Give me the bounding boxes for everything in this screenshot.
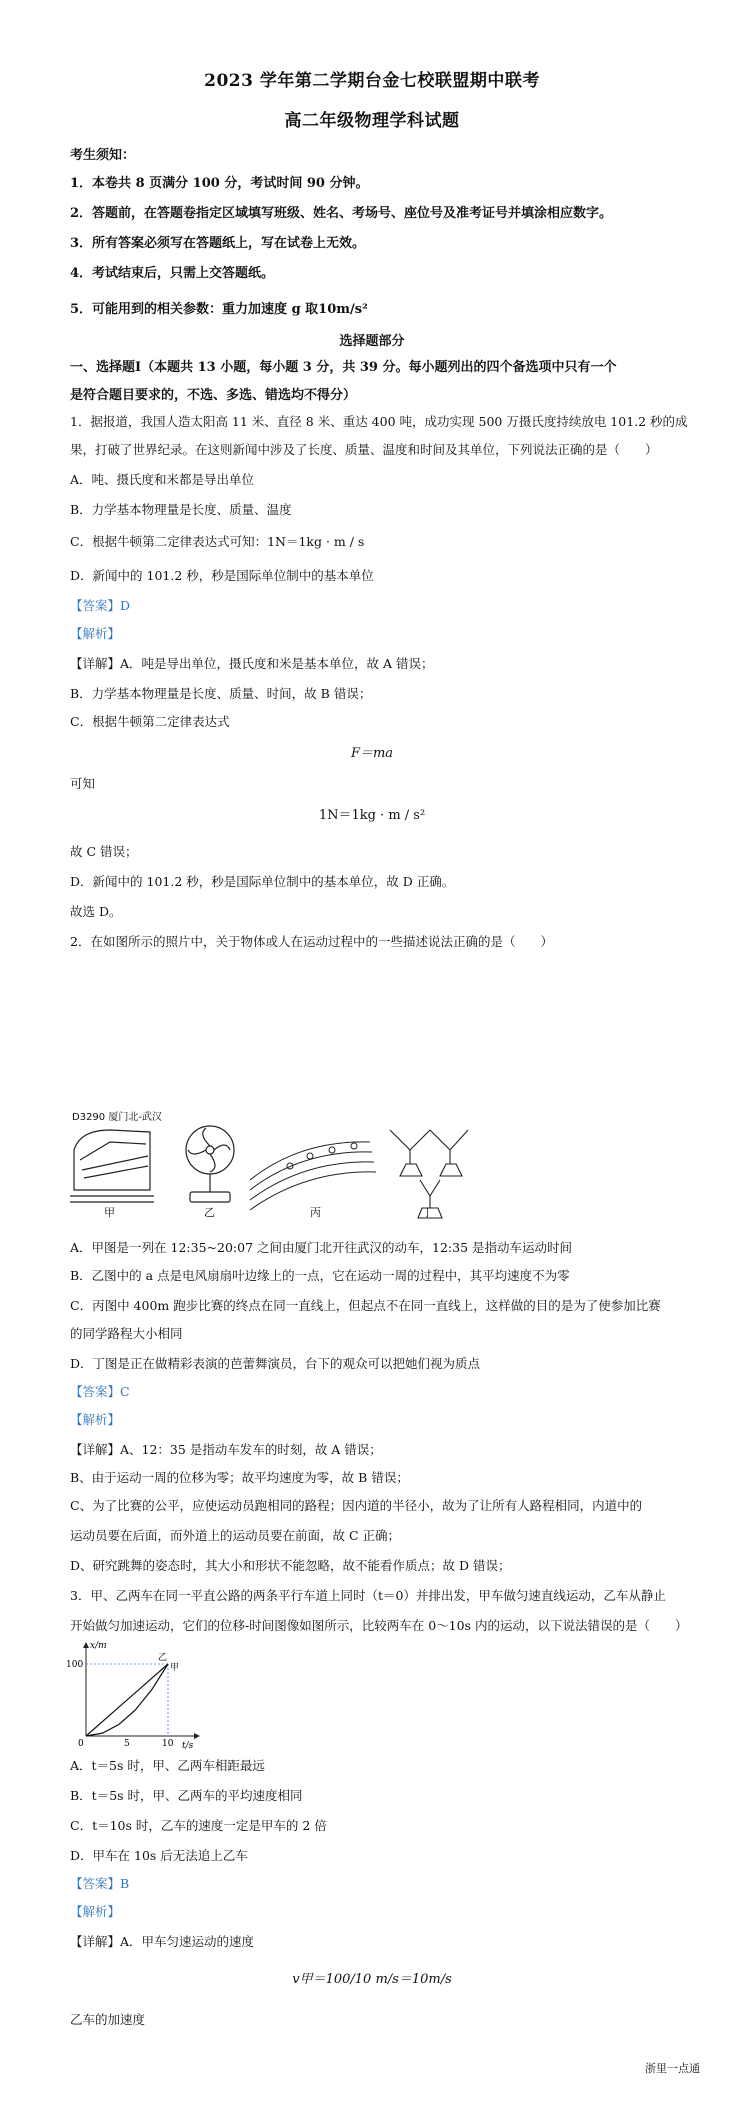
q1-detail-2: B．力学基本物理量是长度、质量、时间，故 B 错误； xyxy=(70,686,372,701)
q3-stem-1: 3．甲、乙两车在同一平直公路的两条平行车道上同时（t＝0）并排出发，甲车做匀速直线运动，乙车从静止 xyxy=(70,1588,666,1603)
q1-formula-2: 1N＝1kg · m / s² xyxy=(318,808,426,823)
q1-option-b: B．力学基本物理量是长度、质量、温度 xyxy=(70,502,292,517)
series-line-jia xyxy=(86,1664,168,1736)
section-heading-1: 一、选择题Ⅰ（本题共 13 小题，每小题 3 分，共 39 分。每小题列出的四个备选项中只有一个 xyxy=(70,360,617,375)
exam-subtitle: 高二年级物理学科试题 xyxy=(284,111,460,131)
part-heading: 选择题部分 xyxy=(339,334,405,349)
section-heading-2: 是符合题目要求的，不选、多选、错选均不得分） xyxy=(70,388,357,403)
q3-option-b: B．t＝5s 时，甲、乙两车的平均速度相同 xyxy=(70,1788,303,1803)
q1-answer: 【答案】D xyxy=(70,598,131,613)
q1-option-c: C．根据牛顿第二定律表达式可知：1N＝1kg · m / s xyxy=(70,534,365,549)
q1-detail-7: 故选 D。 xyxy=(70,904,122,919)
y-axis-arrow xyxy=(83,1642,89,1648)
series-label-jia: 甲 xyxy=(170,1663,180,1673)
q2-option-c-1: C．丙图中 400m 跑步比赛的终点在同一直线上，但起点不在同一直线上，这样做的目的是为了使参加比赛 xyxy=(70,1298,661,1313)
q1-detail-1: 【详解】A．吨是导出单位，摄氏度和米是基本单位，故 A 错误； xyxy=(70,656,434,671)
x-tick-0: 0 xyxy=(78,1739,84,1749)
figure-label-bing: 丙 xyxy=(310,1206,321,1219)
x-tick-5: 5 xyxy=(124,1739,130,1749)
q3-answer: 【答案】B xyxy=(70,1876,130,1891)
q2-detail-4: 运动员要在后面，而外道上的运动员要在前面，故 C 正确； xyxy=(70,1528,401,1543)
notice-item-1: 1．本卷共 8 页满分 100 分，考试时间 90 分钟。 xyxy=(70,176,369,191)
track-drawing xyxy=(250,1142,376,1210)
q2-option-c-2: 的同学路程大小相同 xyxy=(70,1326,183,1341)
x-axis-arrow xyxy=(194,1733,200,1739)
series-label-yi: 乙 xyxy=(158,1653,168,1663)
notice-item-4: 4．考试结束后，只需上交答题纸。 xyxy=(70,266,275,281)
q3-stem-2: 开始做匀加速运动，它们的位移-时间图像如图所示，比较两车在 0～10s 内的运动，以下说法错误的是（ ） xyxy=(70,1618,688,1633)
q1-stem-2: 果，打破了世界纪录。在这则新闻中涉及了长度、质量、温度和时间及其单位，下列说法正确的是（ ） xyxy=(70,442,658,457)
notice-heading: 考生须知： xyxy=(70,148,136,163)
q3-formula: v甲＝100/10 m/s＝10m/s xyxy=(292,1972,452,1987)
q2-detail-5: D、研究跳舞的姿态时，其大小和形状不能忽略，故不能看作质点；故 D 错误； xyxy=(70,1558,511,1573)
q3-analysis-label: 【解析】 xyxy=(70,1904,121,1919)
train-drawing xyxy=(70,1130,154,1202)
notice-item-2: 2．答题前，在答题卷指定区域填写班级、姓名、考场号、座位号及准考证号并填涂相应数字。 xyxy=(70,206,613,221)
q1-formula-1: F＝ma xyxy=(350,746,394,761)
q3-option-c: C．t＝10s 时，乙车的速度一定是甲车的 2 倍 xyxy=(70,1818,327,1833)
q1-detail-4: 可知 xyxy=(70,776,96,791)
q3-detail-2: 乙车的加速度 xyxy=(70,2012,146,2027)
exam-title: 2023 学年第二学期台金七校联盟期中联考 xyxy=(204,71,540,91)
q1-option-d: D．新闻中的 101.2 秒，秒是国际单位制中的基本单位 xyxy=(70,568,374,583)
q1-detail-6: D．新闻中的 101.2 秒，秒是国际单位制中的基本单位，故 D 正确。 xyxy=(70,874,455,889)
q2-option-a: A．甲图是一列在 12:35~20:07 之间由厦门北开往武汉的动车，12:35 是指动车运动时间 xyxy=(70,1240,572,1255)
q2-option-b: B．乙图中的 a 点是电风扇扇叶边缘上的一点，它在运动一周的过程中，其平均速度不为零 xyxy=(70,1268,570,1283)
fan-drawing xyxy=(186,1126,234,1202)
q1-option-a: A．吨、摄氏度和米都是导出单位 xyxy=(70,472,255,487)
q2-detail-3: C、为了比赛的公平，应使运动员跑相同的路程；因内道的半径小，故为了让所有人路程相同，内道中的 xyxy=(70,1498,643,1513)
q3-xt-chart xyxy=(66,1640,206,1750)
q1-detail-3: C．根据牛顿第二定律表达式 xyxy=(70,714,230,729)
y-axis-label: x/m xyxy=(90,1641,107,1651)
xt-chart-svg xyxy=(66,1640,206,1750)
q2-figure xyxy=(70,1108,470,1218)
footer-brand: 浙里一点通 xyxy=(645,2062,700,2075)
q1-analysis-label: 【解析】 xyxy=(70,626,121,641)
q2-detail-1: 【详解】A、12：35 是指动车发车的时刻，故 A 错误； xyxy=(70,1442,382,1457)
notice-item-5: 5．可能用到的相关参数：重力加速度 g 取10m/s² xyxy=(70,302,368,317)
q2-detail-2: B、由于运动一周的位移为零；故平均速度为零，故 B 错误； xyxy=(70,1470,409,1485)
q3-option-a: A．t＝5s 时，甲、乙两车相距最远 xyxy=(70,1758,265,1773)
q2-stem: 2．在如图所示的照片中，关于物体或人在运动过程中的一些描述说法正确的是（ ） xyxy=(70,934,553,949)
x-axis-label: t/s xyxy=(182,1741,194,1750)
q1-detail-5: 故 C 错误； xyxy=(70,844,138,859)
notice-item-3: 3．所有答案必须写在答题纸上，写在试卷上无效。 xyxy=(70,236,366,251)
q2-option-d: D．丁图是正在做精彩表演的芭蕾舞演员，台下的观众可以把她们视为质点 xyxy=(70,1356,481,1371)
x-tick-10: 10 xyxy=(162,1739,174,1749)
y-tick-100: 100 xyxy=(66,1660,84,1670)
q3-option-d: D．甲车在 10s 后无法追上乙车 xyxy=(70,1848,248,1863)
figure-label-jia: 甲 xyxy=(104,1206,115,1219)
q2-answer: 【答案】C xyxy=(70,1384,130,1399)
figure-label-yi: 乙 xyxy=(204,1206,215,1219)
q1-stem-1: 1．据报道，我国人造太阳高 11 米、直径 8 米、重达 400 吨，成功实现 500 万摄氏度持续放电 101.2 秒的成 xyxy=(70,414,688,429)
figure-label-ding: 丁 xyxy=(422,1206,433,1219)
q2-analysis-label: 【解析】 xyxy=(70,1412,121,1427)
train-sign: D3290 厦门北-武汉 xyxy=(72,1112,162,1123)
q3-detail-1: 【详解】A．甲车匀速运动的速度 xyxy=(70,1934,255,1949)
